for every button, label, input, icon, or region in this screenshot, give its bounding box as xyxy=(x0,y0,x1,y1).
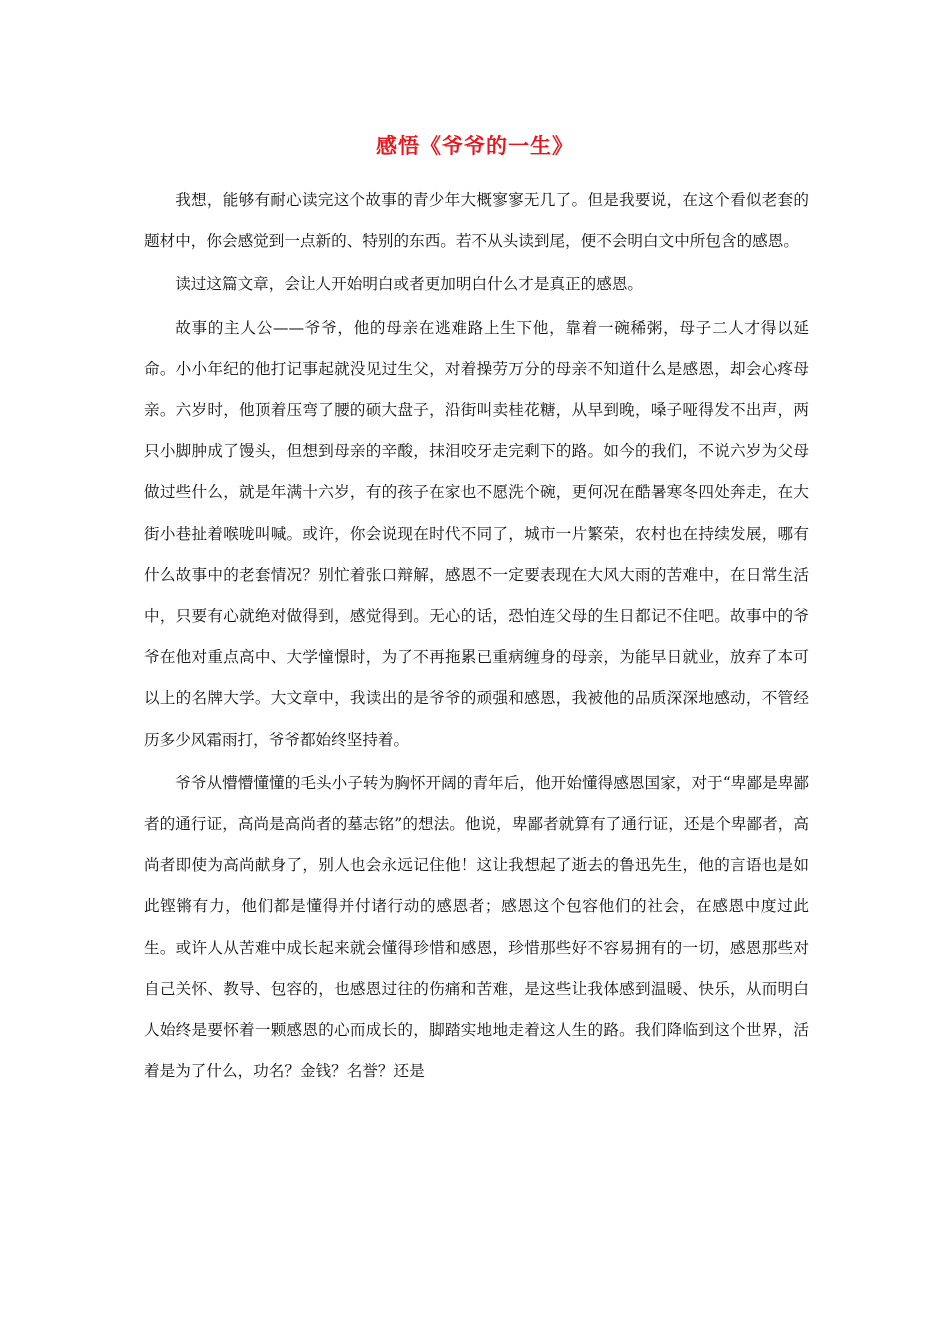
document-title: 感悟《爷爷的一生》 xyxy=(376,133,574,158)
paragraph-2: 读过这篇文章，会让人开始明白或者更加明白什么才是真正的感恩。 xyxy=(175,275,644,294)
document-body xyxy=(144,180,809,1092)
paragraph-1: 我想，能够有耐心读完这个故事的青少年大概寥寥无几了。但是我要说，在这个看似老套的题材中，你会感觉到一点新的、特别的东西。若不从头读到尾，便不会明白文中所包含的感恩。 xyxy=(144,191,809,251)
paragraph-3: 故事的主人公——爷爷，他的母亲在逃难路上生下他，靠着一碗稀粥，母子二人才得以延命。小小年纪的他打记事起就没见过生父，对着操劳万分的母亲不知道什么是感恩，却会心疼母亲。六岁时，他顶着压弯了腰的硕大盘子，沿街叫卖桂花糖，从早到晚，嗓子哑得发不出声，两只小脚肿成了馒头，但想到母亲的辛酸，抹泪咬牙走完剩下的路。如今的我们，不说六岁为父母做过些什么，就是年满十六岁，有的孩子在家也不愿洗个碗，更何况在酷暑寒冬四处奔走，在大街小巷扯着喉咙叫喊。或许，你会说现在时代不同了，城市一片繁荣，农村也在持续发展，哪有什么故事中的老套情况？别忙着张口辩解，感恩不一定要表现在大风大雨的苦难中，在日常生活中，只要有心就绝对做得到，感觉得到。无心的话，恐怕连父母的生日都记不住吧。故事中的爷爷在他对重点高中、大学憧憬时，为了不再拖累已重病缠身的母亲，为能早日就业，放弃了本可以上的名牌大学。大文章中，我读出的是爷爷的顽强和感恩，我被他的品质深深地感动，不管经历多少风霜雨打，爷爷都始终坚持着。 xyxy=(144,318,809,749)
paragraph-4: 爷爷从懵懵懂懂的毛头小子转为胸怀开阔的青年后，他开始懂得感恩国家，对于“卑鄙是卑鄙者的通行证，高尚是高尚者的墓志铭”的想法。他说，卑鄙者就算有了通行证，还是个卑鄙者，高尚者即使为高尚献身了，别人也会永远记住他！这让我想起了逝去的鲁迅先生，他的言语也是如此铿锵有力，他们都是懂得并付诸行动的感恩者；感恩这个包容他们的社会，在感恩中度过此生。或许人从苦难中成长起来就会懂得珍惜和感恩，珍惜那些好不容易拥有的一切，感恩那些对自己关怀、教导、包容的，也感恩过往的伤痛和苦难，是这些让我体感到温暖、快乐，从而明白人始终是要怀着一颗感恩的心而成长的，脚踏实地地走着这人生的路。我们降临到这个世界，活着是为了什么，功名？金钱？名誉？还是 xyxy=(144,773,809,1081)
